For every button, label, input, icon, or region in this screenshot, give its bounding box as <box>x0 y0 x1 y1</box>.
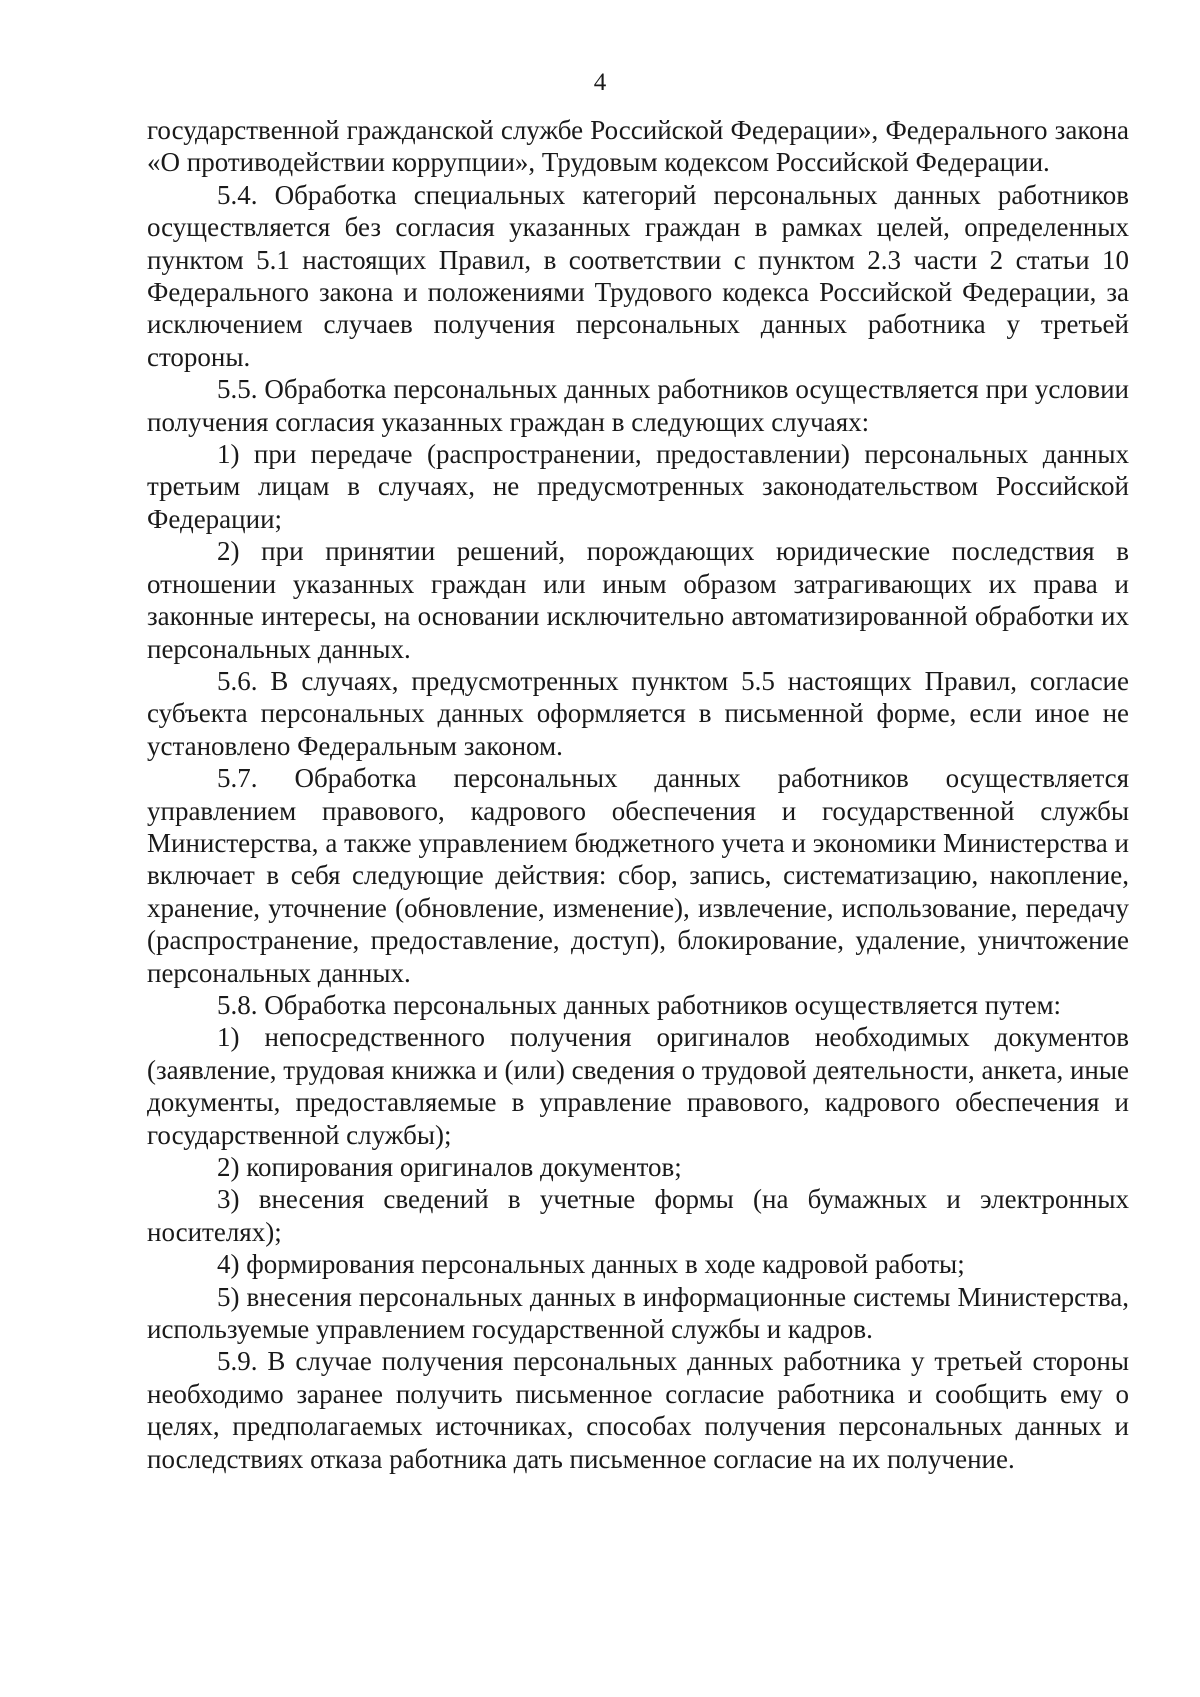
paragraph-5-4: 5.4. Обработка специальных категорий персональных данных работников осуществляется без согласия указанных граждан в рамках целей, определенных пунктом 5.1 настоящих Правил, в соответствии с пунктом 2.3 части 2 статьи 10 Федерального закона и положениями Трудового кодекса Российской Федерации, за исключением случаев получения персональных данных работника у третьей стороны. <box>147 179 1129 372</box>
page-number: 4 <box>593 69 607 96</box>
list-item-5-5-2: 2) при принятии решений, порождающих юридические последствия в отношении указанных граждан или иным образом затрагивающих их права и законные интересы, на основании исключительно автоматизированной обработки их персональных данных. <box>147 536 1129 664</box>
paragraph-5-6: 5.6. В случаях, предусмотренных пунктом 5.5 настоящих Правил, согласие субъекта персональных данных оформляется в письменной форме, если иное не установлено Федеральным законом. <box>147 665 1129 761</box>
paragraph-5-7: 5.7. Обработка персональных данных работников осуществляется управлением правового, кадрового обеспечения и государственной службы Министерства, а также управлением бюджетного учета и экономики Министерства и включает в себя следующие действия: сбор, запись, систематизацию, накопление, хранение, уточнение (обновление, изменение), извлечение, использование, передачу (распространение, предоставление, доступ), блокирование, удаление, уничтожение персональных данных. <box>147 763 1129 988</box>
list-item-5-8-5: 5) внесения персональных данных в информационные системы Министерства, используемые управлением государственной службы и кадров. <box>147 1281 1129 1345</box>
paragraph-5-9: 5.9. В случае получения персональных данных работника у третьей стороны необходимо заранее получить письменное согласие работника и сообщить ему о целях, предполагаемых источниках, способах получения персональных данных и последствиях отказа работника дать письменное согласие на их получение. <box>147 1346 1129 1474</box>
list-item-5-8-3: 3) внесения сведений в учетные формы (на бумажных и электронных носителях); <box>147 1184 1129 1247</box>
paragraph-5-8: 5.8. Обработка персональных данных работников осуществляется путем: <box>217 989 1062 1020</box>
list-item-5-5-1: 1) при передаче (распространении, предоставлении) персональных данных третьим лицам в случаях, не предусмотренных законодательством Российской Федерации; <box>147 439 1129 534</box>
list-item-5-8-4: 4) формирования персональных данных в ходе кадровой работы; <box>217 1249 965 1280</box>
paragraph-continuation: государственной гражданской службе Российской Федерации», Федерального закона «О противодействии коррупции», Трудовым кодексом Российской Федерации. <box>147 115 1129 178</box>
paragraph-5-5: 5.5. Обработка персональных данных работников осуществляется при условии получения согласия указанных граждан в следующих случаях: <box>147 374 1129 437</box>
document-body <box>147 114 1129 1475</box>
list-item-5-8-1: 1) непосредственного получения оригиналов необходимых документов (заявление, трудовая книжка и (или) сведения о трудовой деятельности, анкета, иные документы, предоставляемые в управление правового, кадрового обеспечения и государственной службы); <box>147 1022 1129 1150</box>
list-item-5-8-2: 2) копирования оригиналов документов; <box>217 1152 682 1182</box>
